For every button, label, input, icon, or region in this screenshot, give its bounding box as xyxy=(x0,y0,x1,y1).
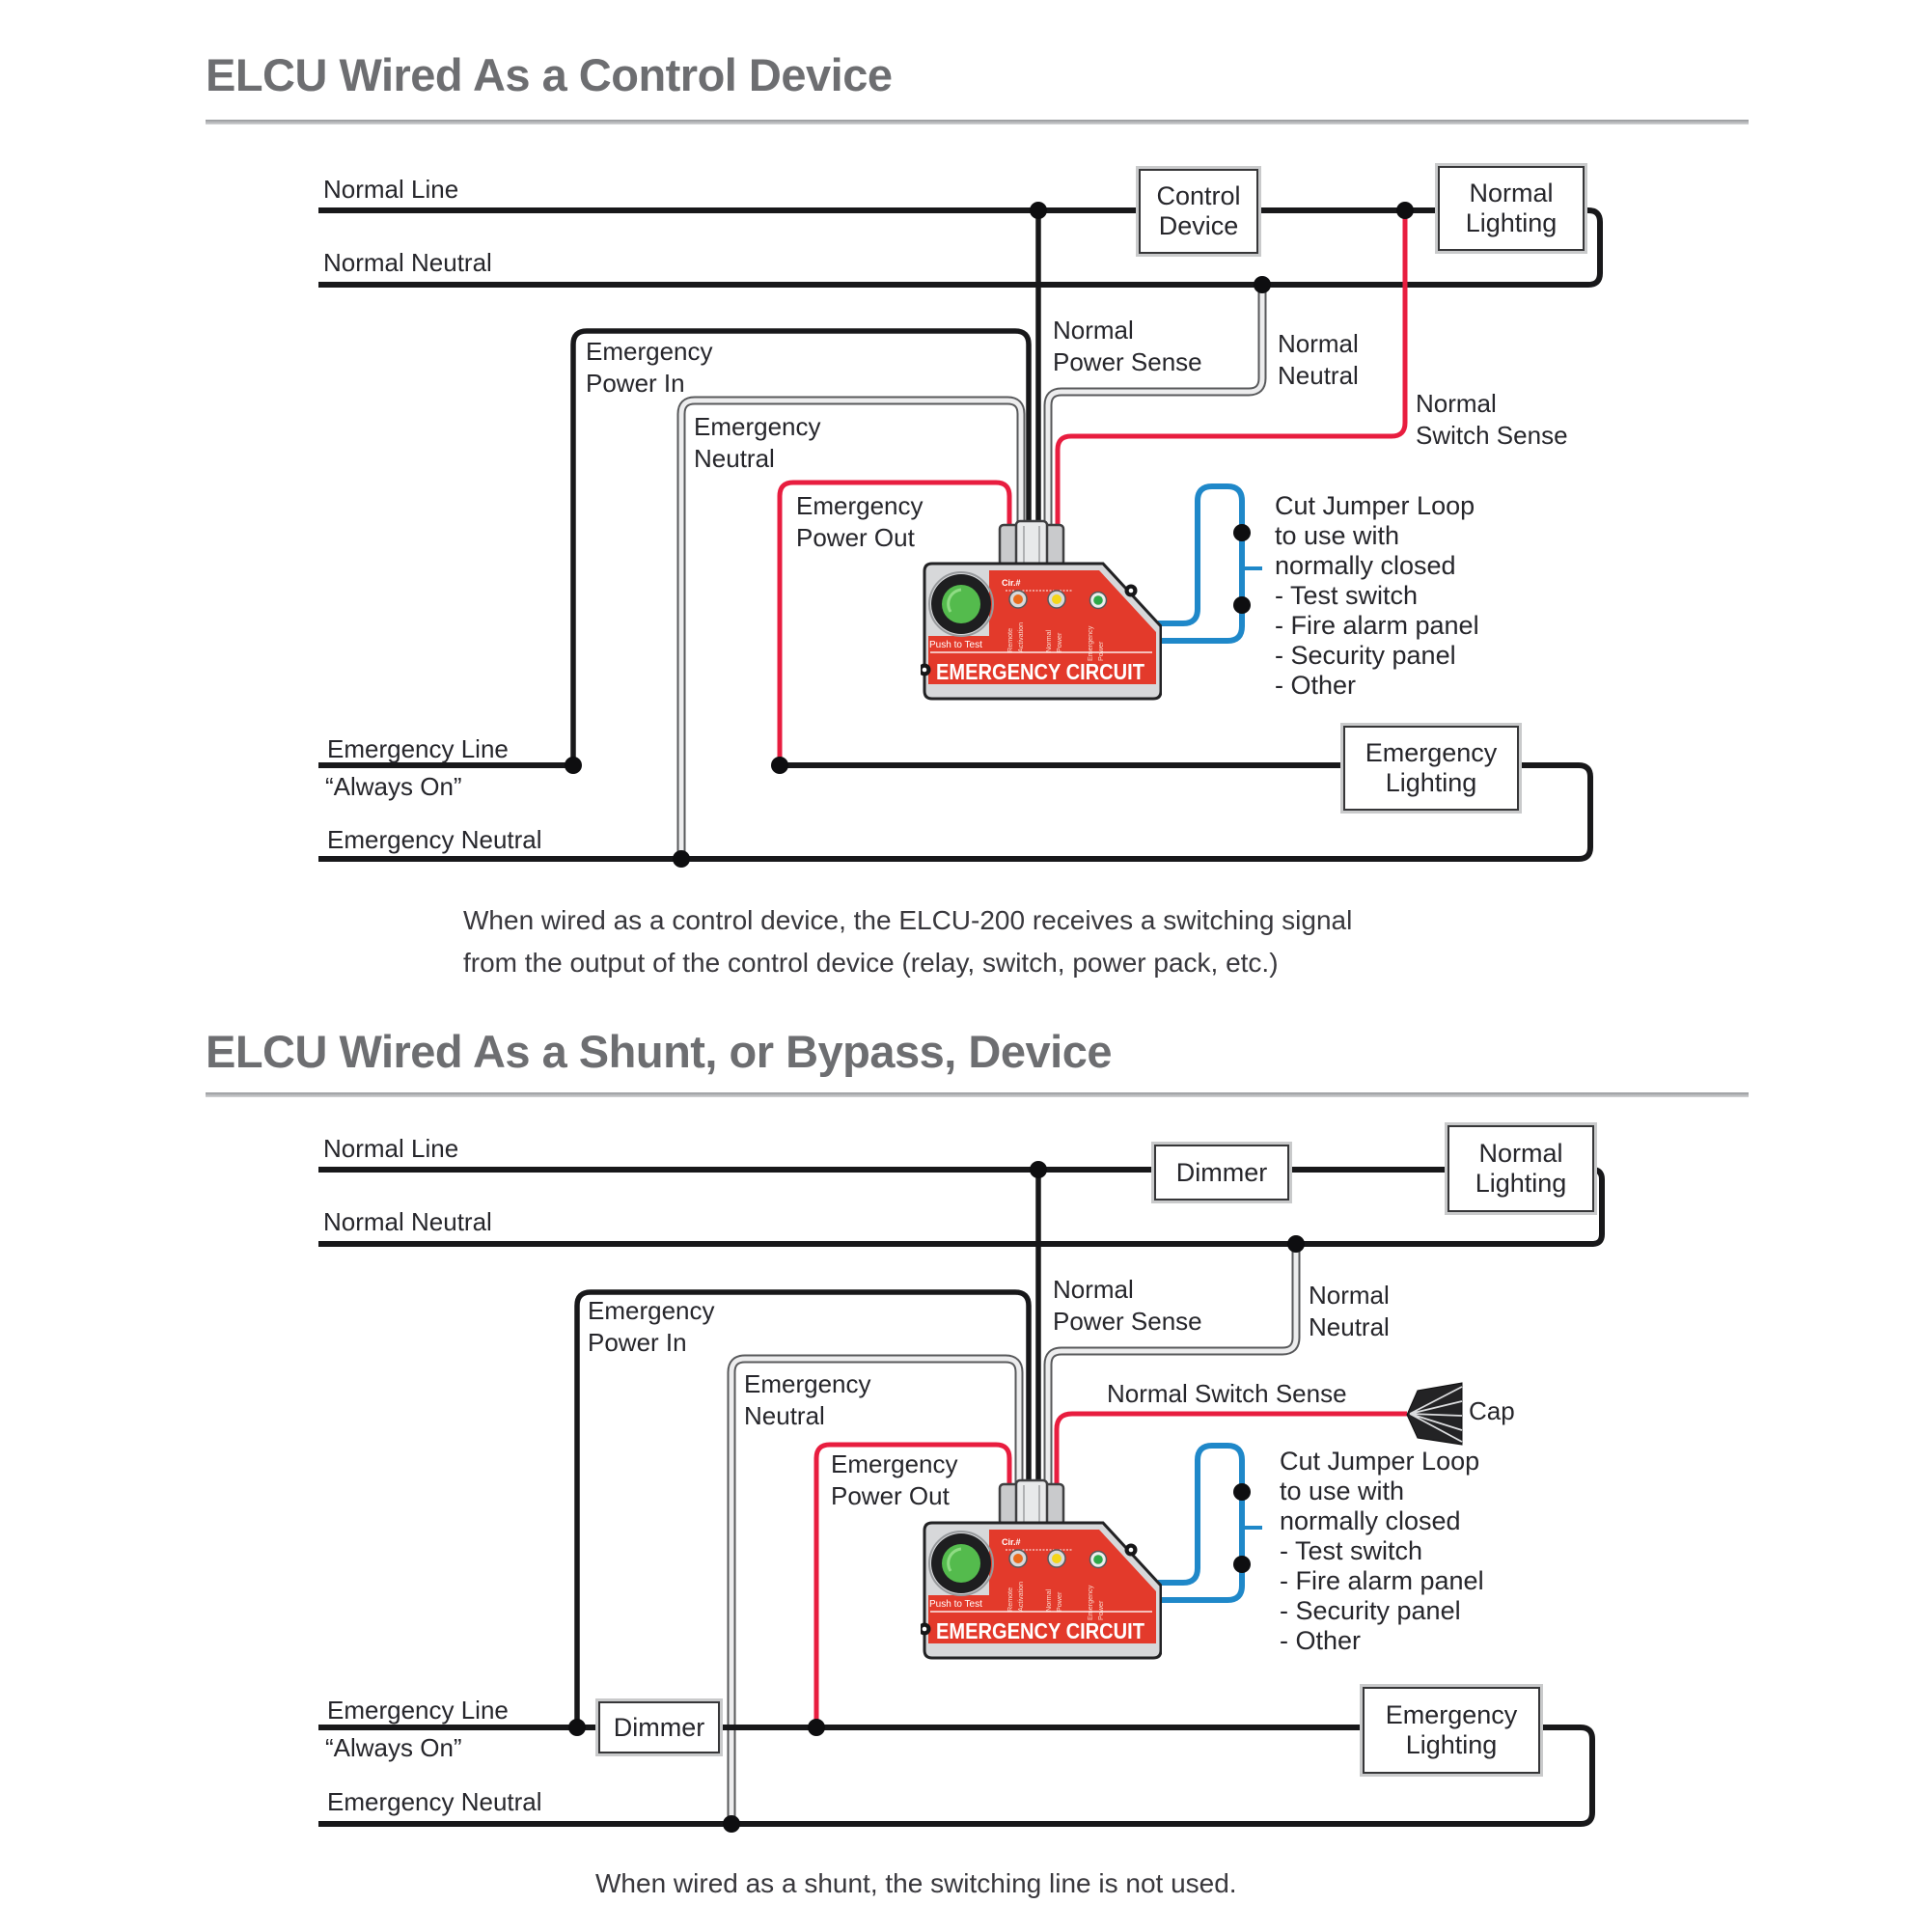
emergency-power-out-label: Emergency Power Out xyxy=(796,491,924,552)
emergency-circuit-title: EMERGENCY CIRCUIT xyxy=(936,659,1144,684)
normal-power-sense-label: Normal Power Sense xyxy=(1053,316,1202,376)
svg-text:Power: Power xyxy=(1096,1600,1105,1620)
normal-power-sense-label: Normal Power Sense xyxy=(1053,1275,1202,1336)
svg-text:Power: Power xyxy=(1055,632,1063,652)
cap-label: Cap xyxy=(1469,1396,1515,1425)
elcu-device-2 xyxy=(921,1521,1162,1662)
emergency-line-label: Emergency Line xyxy=(327,734,509,763)
elcu-device-graphic xyxy=(921,562,1162,703)
jumper-loop-wire xyxy=(1158,1446,1242,1600)
control-device-box: Control Device xyxy=(1139,169,1258,254)
jumper-terminal-dot xyxy=(1233,524,1251,541)
svg-text:Emergency: Emergency xyxy=(1086,1585,1094,1620)
jumper-note: Cut Jumper Loop to use with normally closed - Test switch - Fire alarm panel - Security panel - Other xyxy=(1275,491,1479,700)
svg-text:Power: Power xyxy=(1055,1591,1063,1612)
section2-caption: When wired as a shunt, the switching line is not used. xyxy=(595,1868,1237,1898)
svg-text:Remote: Remote xyxy=(1006,627,1014,652)
normal-lighting-box: Normal Lighting xyxy=(1438,166,1585,251)
always-on-label: “Always On” xyxy=(325,772,462,801)
jumper-loop-wire xyxy=(1158,486,1242,641)
dimmer-box-bottom: Dimmer xyxy=(598,1701,720,1753)
normal-switch-sense-label: Normal Switch Sense xyxy=(1107,1379,1347,1408)
push-to-test-label: Push to Test xyxy=(929,640,982,650)
normal-line-label: Normal Line xyxy=(323,175,459,204)
push-to-test-button[interactable] xyxy=(929,1532,993,1595)
svg-text:Normal: Normal xyxy=(1044,629,1053,652)
normal-neutral-wire xyxy=(318,1170,1602,1244)
jumper-terminal-dot xyxy=(1233,596,1251,614)
emergency-power-out-label: Emergency Power Out xyxy=(831,1449,958,1510)
emergency-neutral-line-label: Emergency Neutral xyxy=(327,1787,542,1816)
svg-text:Power: Power xyxy=(1096,641,1105,661)
section2-heading-rule xyxy=(206,1092,1749,1097)
section1-caption: When wired as a control device, the ELCU-200 receives a switching signal from the output of the control device (relay, switch, power pack, etc.) xyxy=(463,905,1353,978)
circuit-ref-label: Cir.# xyxy=(1002,578,1021,588)
svg-text:Activation: Activation xyxy=(1016,1581,1025,1612)
emergency-neutral-label: Emergency Neutral xyxy=(744,1369,871,1430)
svg-text:Emergency: Emergency xyxy=(1086,625,1094,661)
emergency-power-in-label: Emergency Power In xyxy=(588,1296,715,1357)
svg-text:Activation: Activation xyxy=(1016,621,1025,652)
dimmer-box-top: Dimmer xyxy=(1154,1145,1289,1201)
section2-heading: ELCU Wired As a Shunt, or Bypass, Device xyxy=(206,1026,1112,1077)
circuit-ref-label: Cir.# xyxy=(1002,1537,1021,1547)
elcu-device-1 xyxy=(921,562,1162,703)
normal-lighting-box: Normal Lighting xyxy=(1448,1125,1594,1212)
emergency-lighting-box: Emergency Lighting xyxy=(1343,726,1519,811)
normal-neutral-sense-label: Normal Neutral xyxy=(1309,1281,1390,1341)
emergency-neutral-line-label: Emergency Neutral xyxy=(327,825,542,854)
normal-neutral-sense-label: Normal Neutral xyxy=(1278,329,1359,390)
push-to-test-label: Push to Test xyxy=(929,1599,982,1610)
emergency-line-label: Emergency Line xyxy=(327,1696,509,1725)
wire-nut-cap-icon xyxy=(1407,1383,1462,1445)
section1-heading-rule xyxy=(206,120,1749,124)
always-on-label: “Always On” xyxy=(325,1733,462,1762)
normal-line-label: Normal Line xyxy=(323,1134,459,1163)
emergency-circuit-title: EMERGENCY CIRCUIT xyxy=(936,1618,1144,1643)
jumper-terminal-dot xyxy=(1233,1483,1251,1501)
normal-neutral-label: Normal Neutral xyxy=(323,1207,492,1236)
section1-heading: ELCU Wired As a Control Device xyxy=(206,49,893,100)
svg-text:Normal: Normal xyxy=(1044,1588,1053,1612)
emergency-lighting-box: Emergency Lighting xyxy=(1363,1687,1540,1774)
svg-text:Remote: Remote xyxy=(1006,1587,1014,1612)
jumper-note: Cut Jumper Loop to use with normally closed - Test switch - Fire alarm panel - Security panel - Other xyxy=(1280,1447,1484,1655)
normal-neutral-label: Normal Neutral xyxy=(323,248,492,277)
emergency-power-in-label: Emergency Power In xyxy=(586,337,713,398)
jumper-terminal-dot xyxy=(1233,1556,1251,1573)
elcu-device-graphic xyxy=(921,1521,1162,1662)
emergency-neutral-label: Emergency Neutral xyxy=(694,412,821,473)
push-to-test-button[interactable] xyxy=(929,572,993,636)
normal-switch-sense-label: Normal Switch Sense xyxy=(1416,389,1568,450)
normal-neutral-wire xyxy=(318,210,1600,285)
